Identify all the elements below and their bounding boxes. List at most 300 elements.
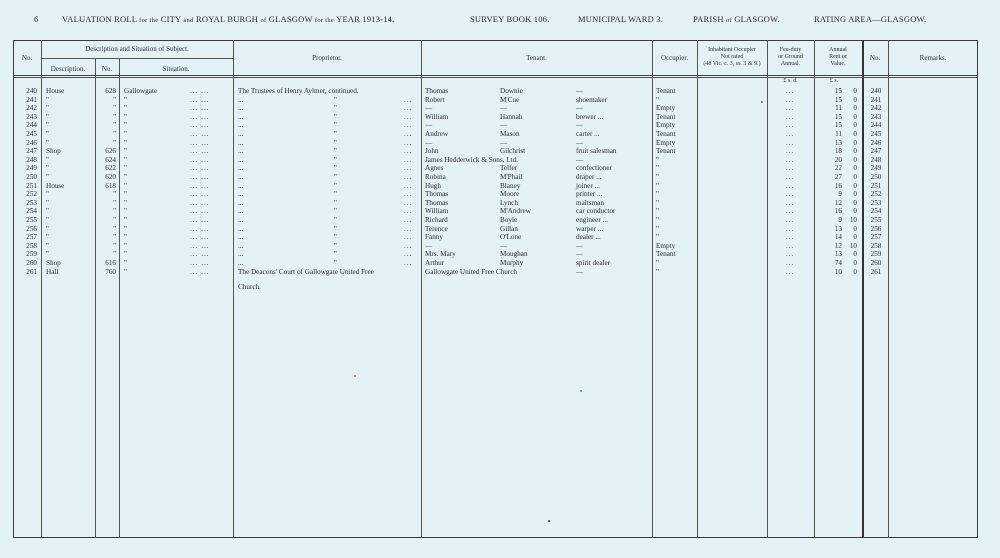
row-occupier: Tenant: [656, 112, 676, 121]
row-pounds: 74: [834, 259, 842, 267]
row-inhabitant: ...: [786, 87, 795, 95]
header-subdivider: [41, 58, 233, 59]
row-proprietor-dots: ...: [404, 216, 413, 224]
row-proprietor: ...: [238, 112, 244, 121]
row-tenant-surname: Boyle: [500, 216, 518, 224]
row-inhabitant: ...: [786, 95, 795, 104]
row-proprietor: ...: [238, 104, 244, 113]
row-description: ": [46, 241, 49, 250]
row-occupier: ": [656, 216, 659, 224]
row-tenant-first: Robina: [425, 173, 446, 181]
row-occupier: Tenant: [656, 87, 676, 95]
row-tenant-occupation: confectioner: [576, 164, 612, 173]
row-pounds: 15: [834, 121, 842, 130]
row-number-right: 250: [870, 173, 882, 181]
row-proprietor-dots: ...: [404, 164, 413, 173]
row-proprietor-dots: ...: [404, 198, 413, 207]
row-house-number: ": [113, 233, 116, 242]
row-shillings: 0: [853, 138, 857, 147]
row-tenant-first: James Hedderwick & Sons, Ltd.: [425, 155, 519, 164]
row-proprietor: ...: [238, 259, 244, 267]
row-inhabitant: ...: [786, 267, 795, 276]
row-situation-dots: ... ...: [190, 138, 210, 147]
row-number: 242: [26, 104, 37, 113]
row-inhabitant: ...: [786, 112, 795, 121]
row-tenant-surname: —: [500, 104, 508, 113]
row-tenant-surname: O'Lone: [500, 233, 522, 242]
row-pounds: 14: [834, 233, 842, 242]
row-inhabitant: ...: [786, 250, 795, 259]
ink-speck: [761, 101, 763, 103]
row-proprietor-dots: ...: [404, 173, 413, 181]
row-proprietor-ditto: ": [334, 121, 337, 130]
row-number-right: 244: [870, 121, 882, 130]
row-number: 259: [26, 250, 37, 259]
col-header-no-right: No.: [869, 54, 881, 62]
row-description: ": [46, 173, 49, 181]
row-number-right: 246: [870, 138, 882, 147]
row-description: ": [46, 104, 49, 113]
row-tenant-occupation: maltsman: [576, 198, 604, 207]
row-tenant-occupation: printer ...: [576, 190, 603, 199]
row-situation-dots: ... ...: [190, 250, 210, 259]
row-pounds: 11: [835, 130, 842, 138]
row-proprietor-ditto: ": [334, 198, 337, 207]
row-occupier: ": [656, 224, 659, 233]
row-description: ": [46, 190, 49, 199]
row-number: 254: [26, 207, 37, 216]
row-situation: ": [124, 130, 127, 138]
row-proprietor-ditto: ": [334, 233, 337, 242]
row-pounds: 15: [834, 87, 842, 95]
row-shillings: 0: [853, 112, 857, 121]
row-pounds: 20: [834, 155, 842, 164]
row-proprietor: The Trustees of Henry Aylmer, continued.: [238, 87, 359, 95]
row-number: 240: [26, 87, 37, 95]
survey-book: SURVEY BOOK 106.: [470, 14, 550, 24]
col-header-number: No.: [101, 65, 113, 73]
row-proprietor: ...: [238, 121, 244, 130]
row-occupier: Tenant: [656, 147, 676, 156]
row-occupier: ": [656, 198, 659, 207]
row-pounds: 13: [834, 138, 842, 147]
col-header-situation: Situation.: [162, 65, 190, 73]
row-description: ": [46, 95, 49, 104]
row-proprietor: ...: [238, 147, 244, 156]
row-shillings: 0: [853, 190, 857, 199]
row-description: ": [46, 112, 49, 121]
row-description: Shop: [46, 259, 61, 267]
row-proprietor-dots: ...: [404, 147, 413, 156]
row-proprietor-ditto: ": [334, 112, 337, 121]
row-situation: ": [124, 104, 127, 113]
row-situation: ": [124, 121, 127, 130]
row-inhabitant: ...: [786, 190, 795, 199]
row-number: 261: [26, 267, 37, 276]
row-number-right: 257: [870, 233, 882, 242]
row-tenant-first: Thomas: [425, 198, 449, 207]
row-proprietor: ...: [238, 224, 244, 233]
row-proprietor-dots: ...: [404, 190, 413, 199]
row-number: 253: [26, 198, 37, 207]
row-number-right: 241: [870, 95, 882, 104]
row-description: ": [46, 164, 49, 173]
row-situation-dots: ... ...: [190, 104, 210, 113]
row-house-number: ": [113, 224, 116, 233]
row-shillings: 0: [853, 95, 857, 104]
row-house-number: 628: [105, 87, 116, 95]
row-pounds: 9: [838, 190, 842, 199]
row-occupier: ": [656, 233, 659, 242]
row-number: 249: [26, 164, 37, 173]
col-header-inhabitant: Inhabitant Occupier Not rated (48 Vic. c. 3, ss. 3 & 9.): [703, 47, 761, 67]
row-tenant-surname: Telfer: [500, 164, 518, 173]
row-tenant-first: Mrs. Mary: [425, 250, 456, 259]
row-situation-dots: ... ...: [190, 207, 210, 216]
row-proprietor: ...: [238, 216, 244, 224]
row-pounds: 15: [834, 112, 842, 121]
row-pounds: 9: [838, 216, 842, 224]
row-house-number: 624: [105, 155, 116, 164]
row-number: 241: [26, 95, 37, 104]
row-tenant-surname: —: [500, 241, 508, 250]
row-number-right: 255: [870, 216, 882, 224]
row-occupier: ": [656, 173, 659, 181]
row-occupier: ": [656, 155, 659, 164]
row-tenant-surname: Moore: [500, 190, 520, 199]
row-description: House: [46, 87, 65, 95]
row-proprietor-dots: ...: [404, 259, 413, 267]
row-situation: ": [124, 147, 127, 156]
row-shillings: 0: [853, 207, 857, 216]
row-inhabitant: ...: [786, 216, 795, 224]
row-tenant-first: Richard: [425, 216, 448, 224]
row-tenant-occupation: fruit salesman: [576, 147, 617, 156]
row-number: 246: [26, 138, 37, 147]
row-proprietor-ditto: ": [334, 104, 337, 113]
row-tenant-occupation: —: [576, 241, 584, 250]
row-situation: ": [124, 95, 127, 104]
row-situation-dots: ... ...: [190, 155, 210, 164]
row-tenant-first: —: [425, 241, 433, 250]
row-tenant-surname: Mason: [500, 130, 520, 138]
row-number-right: 254: [870, 207, 882, 216]
row-situation-dots: ... ...: [190, 130, 210, 138]
parish: PARISH of GLASGOW.: [693, 14, 780, 24]
row-proprietor: ...: [238, 190, 244, 199]
row-description: ": [46, 216, 49, 224]
row-inhabitant: ...: [786, 121, 795, 130]
rating-area: RATING AREA—GLASGOW.: [814, 14, 927, 24]
row-house-number: 618: [105, 181, 116, 190]
row-situation-dots: ... ...: [190, 267, 210, 276]
feu-lsd-units: £ s. d.: [783, 78, 798, 84]
row-tenant-first: Andrew: [425, 130, 449, 138]
row-tenant-first: —: [425, 121, 433, 130]
row-situation: ": [124, 207, 127, 216]
row-tenant-first: Hugh: [425, 181, 441, 190]
row-shillings: 0: [853, 250, 857, 259]
row-proprietor: ...: [238, 181, 244, 190]
row-proprietor-dots: ...: [404, 104, 413, 113]
row-number: 248: [26, 155, 37, 164]
header-bottom-rule: [13, 75, 978, 76]
row-number-right: 252: [870, 190, 882, 199]
row-tenant-first: Arthur: [425, 259, 445, 267]
row-proprietor-ditto: ": [334, 241, 337, 250]
row-number-right: 248: [870, 155, 882, 164]
col-header-occupier: Occupier.: [660, 54, 688, 62]
row-number-right: 253: [870, 198, 882, 207]
row-number-right: 260: [870, 259, 882, 267]
row-proprietor-dots: ...: [404, 250, 413, 259]
row-situation-dots: ... ...: [190, 233, 210, 242]
row-tenant-first: Thomas: [425, 190, 449, 199]
row-tenant-first: —: [425, 104, 433, 113]
row-proprietor-ditto: ": [334, 207, 337, 216]
row-proprietor-ditto: ": [334, 216, 337, 224]
row-situation-dots: ... ...: [190, 190, 210, 199]
row-proprietor: ...: [238, 130, 244, 138]
row-number: 260: [26, 259, 37, 267]
row-pounds: 18: [834, 147, 842, 156]
row-tenant-surname: Gillan: [500, 224, 518, 233]
col-header-annual-rent: Annual Rent or Value.: [829, 47, 847, 67]
row-inhabitant: ...: [786, 259, 795, 267]
row-number-right: 247: [870, 147, 882, 156]
ink-speck: [580, 390, 582, 392]
row-situation-dots: ... ...: [190, 112, 210, 121]
ink-speck: [548, 520, 550, 522]
row-proprietor-dots: ...: [404, 121, 413, 130]
row-number-right: 240: [870, 87, 882, 95]
row-pounds: 27: [834, 173, 842, 181]
row-situation: ": [124, 138, 127, 147]
row-description: ": [46, 224, 49, 233]
row-occupier: Empty: [656, 121, 676, 130]
row-situation: ": [124, 216, 127, 224]
col-header-proprietor: Proprietor.: [312, 54, 342, 62]
row-occupier: ": [656, 190, 659, 199]
row-tenant-first: William: [425, 112, 449, 121]
row-number-right: 243: [870, 112, 882, 121]
row-situation: ": [124, 267, 127, 276]
row-proprietor: ...: [238, 138, 244, 147]
row-situation: ": [124, 190, 127, 199]
row-pounds: 16: [834, 181, 842, 190]
row-tenant-occupation: carter ...: [576, 130, 600, 138]
col-header-description: Description.: [50, 65, 86, 73]
col-header-tenant: Tenant.: [526, 54, 547, 62]
row-situation-dots: ... ...: [190, 198, 210, 207]
row-house-number: ": [113, 241, 116, 250]
page-number: 6: [34, 14, 39, 24]
row-tenant-occupation: engineer ...: [576, 216, 608, 224]
row-house-number: ": [113, 130, 116, 138]
row-tenant-occupation: —: [576, 87, 584, 95]
row-shillings: 0: [853, 267, 857, 276]
row-number-right: 249: [870, 164, 882, 173]
row-situation: ": [124, 173, 127, 181]
row-number: 247: [26, 147, 37, 156]
row-number-right: 259: [870, 250, 882, 259]
row-description: House: [46, 181, 65, 190]
row-shillings: 0: [853, 181, 857, 190]
row-tenant-occupation: —: [576, 155, 584, 164]
row-house-number: 626: [105, 147, 116, 156]
row-number-right: 261: [870, 267, 882, 276]
row-occupier: ": [656, 207, 659, 216]
row-situation: Gallowgate: [124, 87, 158, 95]
row-house-number: 620: [105, 173, 116, 181]
row-proprietor-dots: ...: [404, 241, 413, 250]
row-house-number: ": [113, 250, 116, 259]
row-occupier: ": [656, 181, 659, 190]
row-description: ": [46, 250, 49, 259]
row-situation-dots: ... ...: [190, 241, 210, 250]
row-proprietor-dots: ...: [404, 224, 413, 233]
row-pounds: 10: [834, 267, 842, 276]
row-proprietor-dots: ...: [404, 130, 413, 138]
row-proprietor-dots: ...: [404, 181, 413, 190]
row-proprietor-ditto: ": [334, 259, 337, 267]
row-number-right: 251: [870, 181, 882, 190]
row-proprietor-ditto: ": [334, 181, 337, 190]
row-house-number: ": [113, 207, 116, 216]
row-pounds: 12: [834, 198, 842, 207]
row-tenant-occupation: —: [576, 250, 584, 259]
row-inhabitant: ...: [786, 181, 795, 190]
row-number: 243: [26, 112, 37, 121]
row-description: ": [46, 198, 49, 207]
row-inhabitant: ...: [786, 241, 795, 250]
row-tenant-occupation: car conductor: [576, 207, 616, 216]
row-proprietor-ditto: ": [334, 190, 337, 199]
row-tenant-first: Fanny: [425, 233, 443, 242]
row-inhabitant: ...: [786, 155, 795, 164]
row-proprietor: ...: [238, 198, 244, 207]
row-inhabitant: ...: [786, 198, 795, 207]
row-number: 245: [26, 130, 37, 138]
row-occupier: Empty: [656, 138, 676, 147]
row-situation: ": [124, 241, 127, 250]
row-occupier: ": [656, 164, 659, 173]
row-number: 257: [26, 233, 37, 242]
row-inhabitant: ...: [786, 104, 795, 113]
row-tenant-first: William: [425, 207, 449, 216]
row-number: 251: [26, 181, 37, 190]
row-shillings: 0: [853, 155, 857, 164]
row-inhabitant: ...: [786, 130, 795, 138]
row-inhabitant: ...: [786, 138, 795, 147]
row-situation-dots: ... ...: [190, 95, 210, 104]
col-header-description-group: Description and Situation of Subject.: [85, 45, 189, 53]
row-situation-dots: ... ...: [190, 216, 210, 224]
row-description: Shop: [46, 147, 61, 156]
row-inhabitant: ...: [786, 224, 795, 233]
row-tenant-first: Agnes: [425, 164, 444, 173]
row-tenant-occupation: —: [576, 138, 584, 147]
row-proprietor-ditto: ": [334, 130, 337, 138]
row-proprietor: ...: [238, 164, 244, 173]
row-tenant-occupation: —: [576, 121, 584, 130]
row-tenant-occupation: spirit dealer: [576, 259, 611, 267]
row-occupier: ": [656, 259, 659, 267]
page-header: [0, 14, 1000, 28]
row-tenant-occupation: brewer ...: [576, 112, 604, 121]
row-inhabitant: ...: [786, 147, 795, 156]
row-occupier: ": [656, 95, 659, 104]
row-tenant-first: Gallowgate United Free Church: [425, 267, 518, 276]
col-header-remarks: Remarks.: [919, 54, 947, 62]
row-situation: ": [124, 164, 127, 173]
row-tenant-first: Robert: [425, 95, 445, 104]
row-inhabitant: ...: [786, 233, 795, 242]
row-pounds: 13: [834, 250, 842, 259]
row-house-number: 616: [105, 259, 116, 267]
row-pounds: 12: [834, 241, 842, 250]
row-house-number: ": [113, 121, 116, 130]
row-proprietor-dots: ...: [404, 233, 413, 242]
ink-speck: [354, 375, 356, 377]
row-tenant-first: John: [425, 147, 439, 156]
row-tenant-surname: M'Andrew: [500, 207, 531, 216]
row-pounds: 15: [834, 95, 842, 104]
annual-lsd-units: £ s.: [829, 78, 839, 84]
row-house-number: ": [113, 198, 116, 207]
row-situation-dots: ... ...: [190, 147, 210, 156]
row-shillings: 0: [853, 87, 857, 95]
row-shillings: 0: [853, 198, 857, 207]
row-number: 256: [26, 224, 37, 233]
row-situation: ": [124, 155, 127, 164]
row-house-number: ": [113, 216, 116, 224]
row-proprietor-ditto: ": [334, 224, 337, 233]
row-pounds: 16: [834, 207, 842, 216]
row-number: 244: [26, 121, 37, 130]
row-tenant-surname: —: [500, 121, 508, 130]
row-shillings: 0: [853, 104, 857, 113]
row-occupier: Empty: [656, 104, 676, 113]
row-proprietor: ...: [238, 250, 244, 259]
row-situation: ": [124, 259, 127, 267]
row-shillings: 0: [853, 164, 857, 173]
col-header-feu-duty: Feu-duty or Ground Annual.: [778, 47, 803, 67]
row-proprietor: The Deacons' Court of Gallowgate United Free: [238, 267, 374, 276]
row-situation-dots: ... ...: [190, 164, 210, 173]
row-number: 255: [26, 216, 37, 224]
row-number-right: 256: [870, 224, 882, 233]
row-inhabitant: ...: [786, 164, 795, 173]
row-proprietor-dots: ...: [404, 95, 413, 104]
row-house-number: 760: [105, 267, 116, 276]
row-number-right: 245: [870, 130, 882, 138]
row-tenant-first: Thomas: [425, 87, 449, 95]
row-tenant-surname: Hannah: [500, 112, 523, 121]
row-tenant-surname: M'Cue: [500, 95, 520, 104]
row-number: 252: [26, 190, 37, 199]
row-proprietor-ditto: ": [334, 95, 337, 104]
row-proprietor: ...: [238, 155, 244, 164]
row-tenant-surname: Gilchrist: [500, 147, 526, 156]
row-situation: ": [124, 198, 127, 207]
row-situation-dots: ... ...: [190, 121, 210, 130]
row-tenant-occupation: draper ...: [576, 173, 602, 181]
row-proprietor-ditto: ": [334, 250, 337, 259]
row-proprietor-dots: ...: [404, 112, 413, 121]
row-tenant-first: —: [425, 138, 433, 147]
row-proprietor: ...: [238, 207, 244, 216]
